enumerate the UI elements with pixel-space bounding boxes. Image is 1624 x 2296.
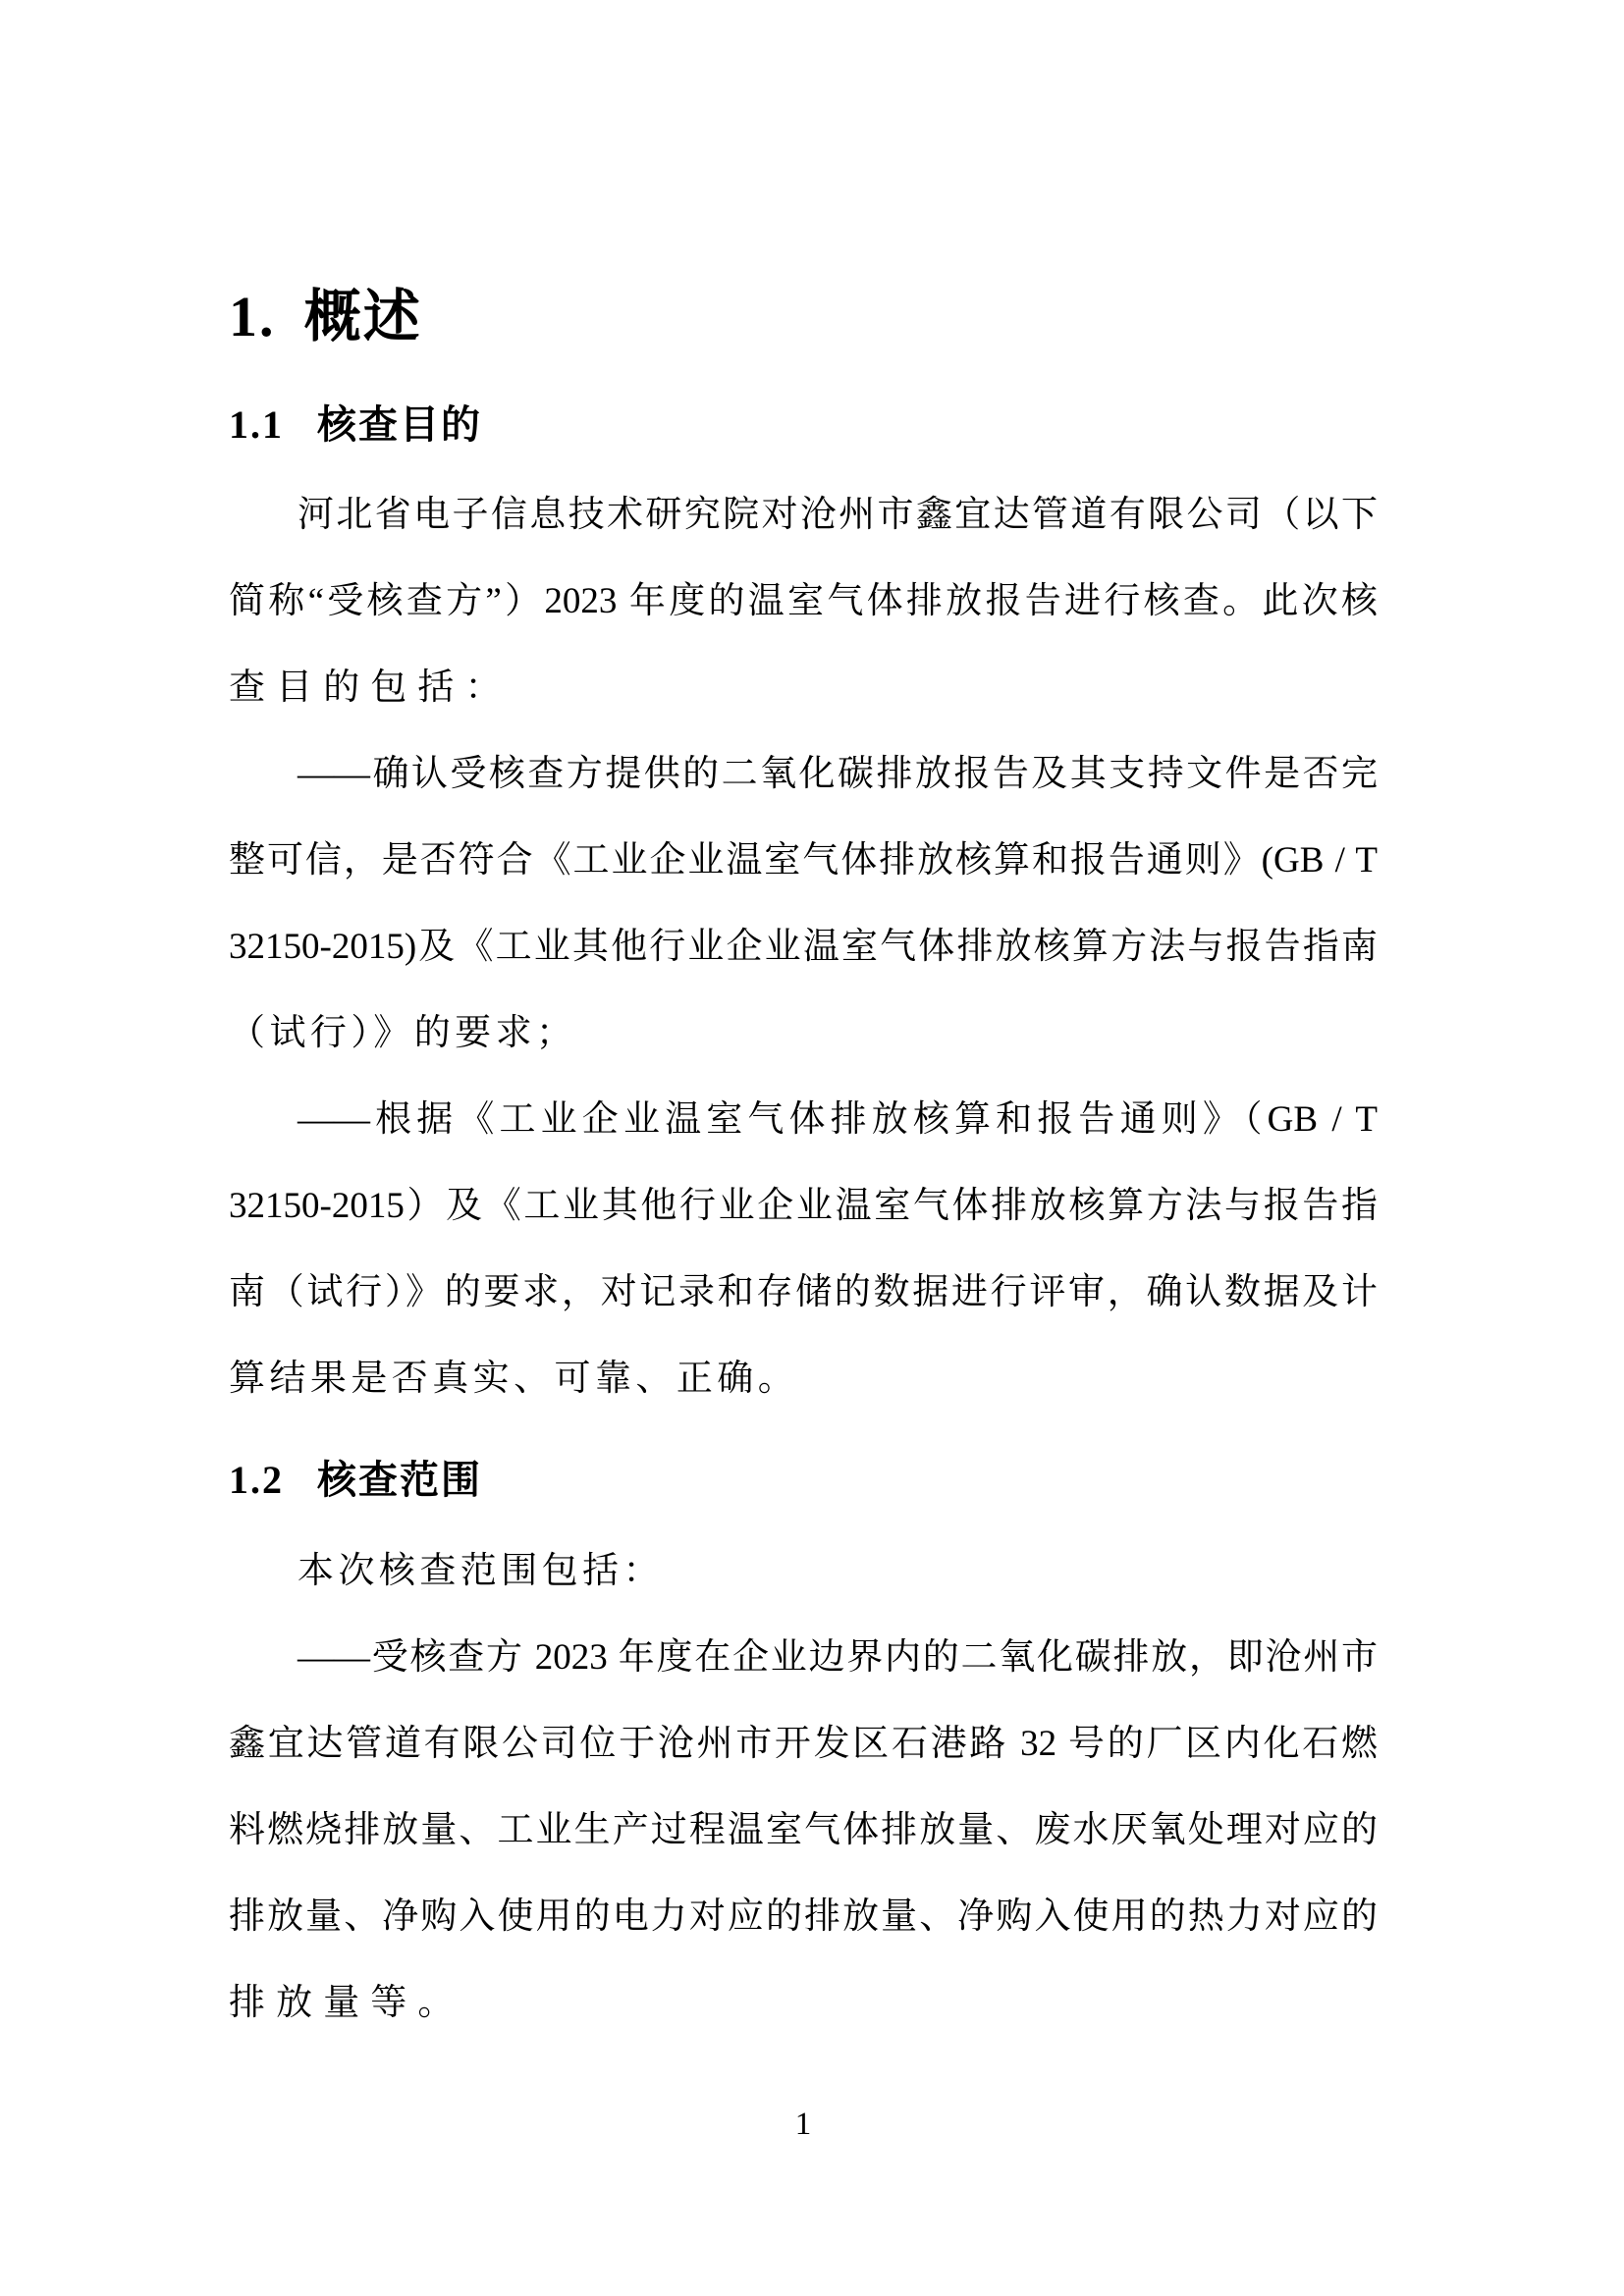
body-line: ——受核查方 2023 年度在企业边界内的二氧化碳排放，即沧州市 xyxy=(298,1637,1378,1678)
body-line: 本次核查范围包括： xyxy=(298,1551,664,1591)
section-1-2-body xyxy=(229,1528,1378,2047)
chapter-title: 1. 概述 xyxy=(229,285,422,348)
body-line: 鑫宜达管道有限公司位于沧州市开发区石港路 32 号的厂区内化石燃 xyxy=(229,1724,1378,1764)
body-line: 整可信，是否符合《工业企业温室气体排放核算和报告通则》(GB / T xyxy=(229,840,1378,881)
paragraph xyxy=(229,1615,1378,2047)
section-heading-1-2: 1.2 核查范围 xyxy=(229,1458,482,1502)
paragraph xyxy=(229,1077,1378,1422)
body-line: 32150-2015）及《工业其他行业企业温室气体排放核算方法与报告指 xyxy=(229,1186,1378,1226)
body-line: 查目的包括： xyxy=(229,667,513,708)
body-line: 南（试行）》的要求，对记录和存储的数据进行评审，确认数据及计 xyxy=(229,1272,1378,1312)
body-line: 算结果是否真实、可靠、正确。 xyxy=(229,1359,799,1399)
page-number: 1 xyxy=(794,2107,812,2142)
paragraph xyxy=(229,731,1378,1077)
paragraph xyxy=(229,472,1378,731)
body-line: 32150-2015)及《工业其他行业企业温室气体排放核算方法与报告指南 xyxy=(229,927,1378,967)
body-line: ——确认受核查方提供的二氧化碳排放报告及其支持文件是否完 xyxy=(298,754,1378,794)
body-line: 排放量、净购入使用的电力对应的排放量、净购入使用的热力对应的 xyxy=(229,1896,1378,1937)
body-line: 料燃烧排放量、工业生产过程温室气体排放量、废水厌氧处理对应的 xyxy=(229,1810,1378,1850)
section-1-1-body xyxy=(229,472,1378,1422)
section-heading-1-1: 1.1 核查目的 xyxy=(229,402,482,447)
body-line: 简称“受核查方”）2023 年度的温室气体排放报告进行核查。此次核 xyxy=(229,581,1378,621)
body-line: 排放量等。 xyxy=(229,1983,465,2023)
body-line: 河北省电子信息技术研究院对沧州市鑫宜达管道有限公司（以下 xyxy=(298,495,1378,535)
body-line: ——根据《工业企业温室气体排放核算和报告通则》（GB / T xyxy=(298,1099,1378,1140)
body-line: （试行）》的要求； xyxy=(229,1013,577,1053)
page-content xyxy=(229,0,1378,2146)
paragraph xyxy=(229,1528,1378,1615)
